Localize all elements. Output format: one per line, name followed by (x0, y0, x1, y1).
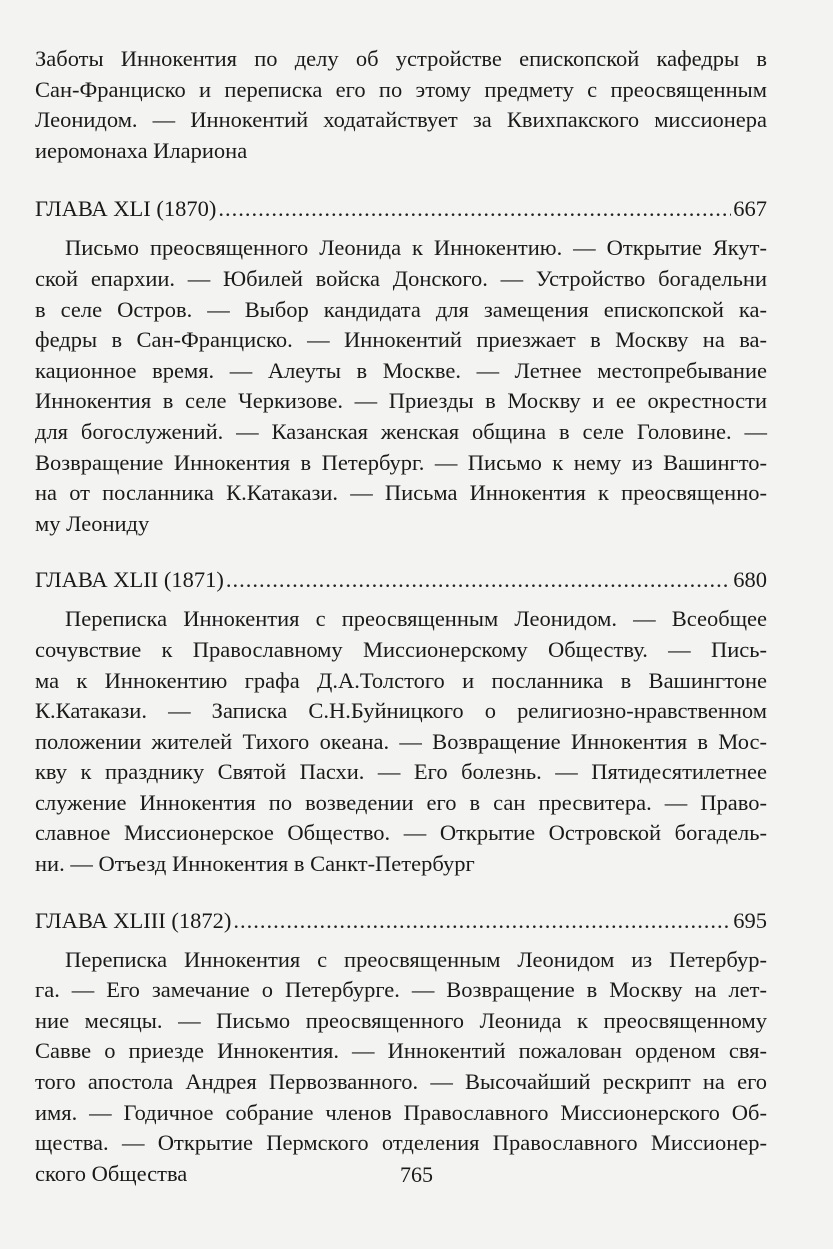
text-line: положении жителей Тихого океана. — Возвращение Иннокентия в Мос- (35, 728, 767, 754)
text-line: того апостола Андрея Первозванного. — Высочайший рескрипт на его (35, 1069, 767, 1095)
text-line: служение Иннокентия по возведении его в сан пресвитера. — Право- (35, 789, 767, 815)
text-line: ма к Иннокентию графа Д.А.Толстого и посланника в Вашингтоне (35, 667, 767, 693)
chapter-summary (35, 945, 767, 1190)
text-line: га. — Его замечание о Петербурге. — Возвращение в Москву на лет- (35, 977, 767, 1003)
chapter-entry-43 (35, 906, 767, 1190)
text-line: ского Общества (35, 1160, 188, 1186)
dot-leader (233, 906, 731, 936)
text-line: Письмо преосвященного Леонида к Иннокентию. — Открытие Якут- (65, 235, 767, 261)
text-line: для богослужений. — Казанская женская община в селе Головине. — (35, 418, 767, 444)
dot-leader (226, 565, 731, 595)
toc-entry[interactable] (35, 194, 767, 224)
text-line: Савве о приезде Иннокентия. — Иннокентий пожалован орденом свя- (35, 1038, 767, 1064)
text-line: му Леониду (35, 510, 150, 536)
chapter-page-number: 667 (733, 196, 767, 222)
text-line: Переписка Иннокентия с преосвященным Леонидом. — Всеобщее (65, 606, 767, 632)
text-line: ни. — Отъезд Иннокентия в Санкт-Петербург (35, 851, 475, 877)
text-line: кву к празднику Святой Пасхи. — Его болезнь. — Пятидесятилетнее (35, 759, 767, 785)
chapter-page-number: 680 (733, 567, 767, 593)
text-line: ской епархии. — Юбилей войска Донского. — Устройство богадельни (35, 265, 767, 291)
text-line: славное Миссионерское Общество. — Открытие Островской богадель- (35, 820, 767, 846)
text-line: К.Катакази. — Записка С.Н.Буйницкого о религиозно-нравственном (35, 698, 767, 724)
text-line: имя. — Годичное собрание членов Православного Миссионерского Об- (35, 1099, 767, 1125)
chapter-entry-42 (35, 565, 767, 879)
text-line: в селе Остров. — Выбор кандидата для замещения епископской ка- (35, 296, 767, 322)
chapter-entry-41 (35, 194, 767, 539)
text-line: Леонидом. — Иннокентий ходатайствует за Квихпакского миссионера (35, 107, 767, 133)
toc-entry[interactable] (35, 565, 767, 595)
chapter-page-number: 695 (733, 907, 767, 933)
chapter-summary (35, 604, 767, 879)
text-line: кационное время. — Алеуты в Москве. — Летнее местопребывание (35, 357, 767, 383)
page-number: 765 (400, 1162, 433, 1187)
text-line: Сан-Франциско и переписка его по этому предмету с преосвященным (35, 76, 767, 102)
chapter-title: ГЛАВА XLII (1871) (35, 567, 224, 593)
chapter-title: ГЛАВА XLIII (1872) (35, 907, 232, 933)
chapter-summary (35, 233, 767, 539)
text-line: Иннокентия в селе Черкизове. — Приезды в Москву и ее окрестности (35, 388, 767, 414)
text-line: щества. — Открытие Пермского отделения Православного Миссионер- (35, 1130, 767, 1156)
toc-entry[interactable] (35, 906, 767, 936)
text-line: сочувствие к Православному Миссионерскому Обществу. — Пись- (35, 636, 767, 662)
text-line: Возвращение Иннокентия в Петербург. — Письмо к нему из Вашингто- (35, 449, 767, 475)
text-line: Заботы Иннокентия по делу об устройстве епископской кафедры в (35, 46, 767, 71)
chapter-title: ГЛАВА XLI (1870) (35, 196, 217, 222)
text-line: Переписка Иннокентия с преосвященным Леонидом из Петербур- (65, 946, 767, 972)
text-line: ние месяцы. — Письмо преосвященного Леонида к преосвященному (35, 1007, 767, 1033)
text-line: иеромонаха Илариона (35, 137, 248, 163)
text-line: федры в Сан-Франциско. — Иннокентий приезжает в Москву на ва- (35, 327, 767, 353)
dot-leader (218, 194, 731, 224)
intro-paragraph (35, 44, 767, 166)
text-line: на от посланника К.Катакази. — Письма Иннокентия к преосвященно- (35, 480, 767, 506)
